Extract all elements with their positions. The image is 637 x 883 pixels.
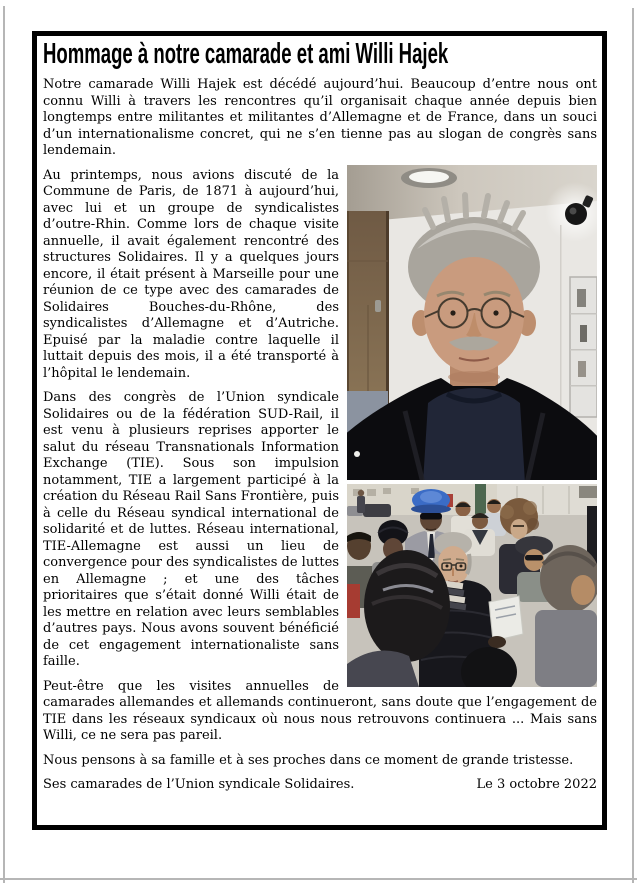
portrait-photo-illustration bbox=[347, 165, 597, 480]
paragraph-congres: Dans des congrès de l’Union syndicale Solidaires ou de la fédération SUD-Rail, il est venu à plusieurs reprises apporter le salut du réseau Transnationals Information Exchange (TIE). Sous son impulsion notamment, TIE a largement participé à la création du Réseau Rail Sans Frontière, puis à celle du Réseau syndical international de solidarité et de luttes. Réseau international, TIE-Allemagne est aussi un lieu de convergence pour des syndicalistes de luttes en Allemagne ; et une des tâches prioritaires que s’était donné Willi était de les mettre en relation avec leurs semblables d’autres pays. Nous avons souvent bénéficié de cet engagement internationaliste sans faille. bbox=[43, 390, 340, 670]
article-frame bbox=[32, 31, 607, 830]
signature-text: Ses camarades de l’Union syndicale Solidaires. bbox=[43, 777, 355, 793]
photo-column bbox=[347, 165, 597, 691]
page-edge-left bbox=[3, 6, 5, 883]
signature-row bbox=[43, 777, 597, 792]
crowd-photo-illustration bbox=[347, 484, 597, 687]
paragraph-printemps: Au printemps, nous avions discuté de la Commune de Paris, de 1871 à aujourd’hui, avec lui et un groupe de syndicalistes d’outre-Rhin. Comme lors de chaque visite annuelle, il avait également rencontré des structures Solidaires. Il y a quelques jours encore, il était présent à Marseille pour une réunion de ce type avec des camarades de Solidaires Bouches-du-Rhône, des syndicalistes d’Allemagne et d’Autriche. Epuisé par la maladie contre laquelle il luttait depuis des mois, il a été transporté à l’hôpital le lendemain. bbox=[43, 167, 339, 381]
page-edge-bottom bbox=[0, 878, 637, 880]
photo-portrait bbox=[347, 165, 597, 480]
photo-crowd bbox=[347, 484, 597, 687]
paragraph-famille: Nous pensons à sa famille et à ses proches dans ce moment de grande tristesse. bbox=[43, 752, 574, 768]
page-edge-right bbox=[632, 8, 634, 883]
paragraph-intro: Notre camarade Willi Hajek est décédé aujourd’hui. Beaucoup d’entre nous ont connu Willi à travers les rencontres qu’il organisait chaque année depuis bien longtemps entre militantes et militantes d’Allemagne et de France, dans un souci d’un internationalisme concret, qui ne s’en tienne pas au slogan de congrès sans lendemain. bbox=[43, 77, 597, 159]
page-title-text: Hommage à notre camarade et ami Willi Hajek bbox=[43, 38, 449, 70]
date-text: Le 3 octobre 2022 bbox=[476, 777, 597, 793]
paragraph-visites: Peut-être que les visites annuelles de camarades allemandes et allemands continueront, sans doute que l’engagement de TIE dans les réseaux syndicaux où nous nous retrouvons continuera ... Mais sans Willi, ce ne sera pas pareil. bbox=[43, 678, 597, 744]
page-title bbox=[43, 38, 597, 70]
